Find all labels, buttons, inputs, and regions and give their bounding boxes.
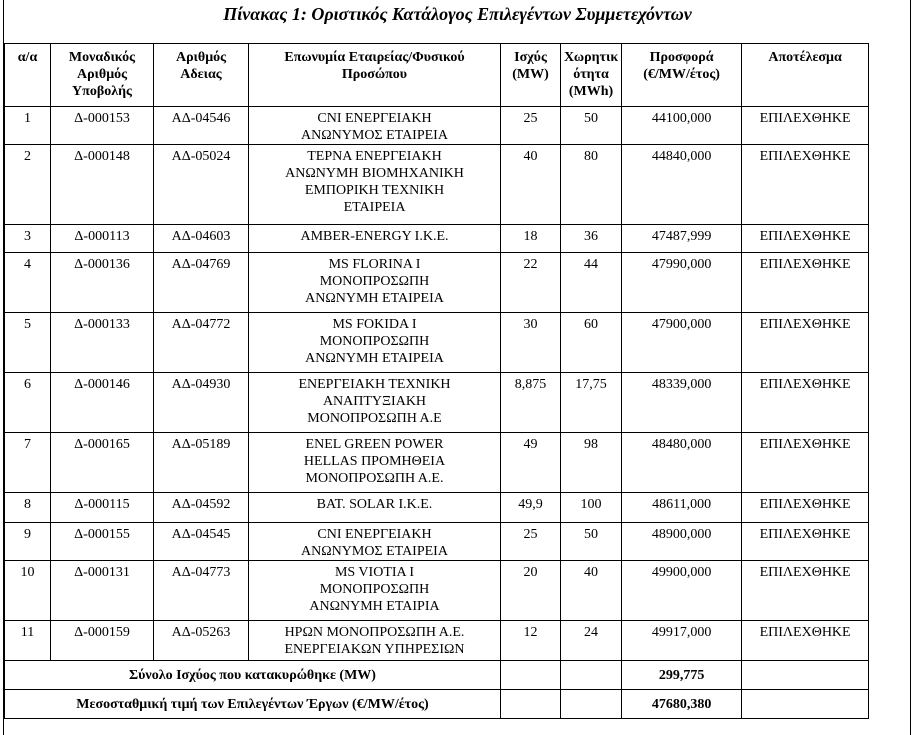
cell-result: ΕΠΙΛΕΧΘΗΚΕ — [742, 145, 869, 225]
cell-capacity: 17,75 — [561, 373, 622, 433]
cell-power: 20 — [501, 561, 561, 621]
table-row — [5, 253, 869, 313]
cell-result: ΕΠΙΛΕΧΘΗΚΕ — [742, 433, 869, 493]
cell-capacity: 80 — [561, 145, 622, 225]
cell-capacity: 60 — [561, 313, 622, 373]
cell-result: ΕΠΙΛΕΧΘΗΚΕ — [742, 621, 869, 661]
cell-company: ΗΡΩΝ ΜΟΝΟΠΡΟΣΩΠΗ Α.Ε. ΕΝΕΡΓΕΙΑΚΩΝ ΥΠΗΡΕΣΙΩΝ — [249, 621, 501, 661]
average-price-empty-2 — [561, 690, 622, 719]
table-row — [5, 561, 869, 621]
cell-license-no: ΑΔ-04769 — [154, 253, 249, 313]
table-row — [5, 493, 869, 523]
header-submission-id: Μοναδικός Αριθμός Υποβολής — [51, 44, 154, 107]
average-price-label: Μεσοσταθμική τιμή των Επιλεγέντων Έργων (€/MW/έτος) — [5, 690, 501, 719]
cell-license-no: ΑΔ-04773 — [154, 561, 249, 621]
cell-submission-id: Δ-000131 — [51, 561, 154, 621]
cell-offer: 47990,000 — [622, 253, 742, 313]
page-right-border — [910, 0, 911, 735]
cell-power: 25 — [501, 523, 561, 561]
cell-aa: 1 — [5, 107, 51, 145]
table-body — [5, 107, 869, 661]
total-power-row — [5, 661, 869, 690]
cell-license-no: ΑΔ-05263 — [154, 621, 249, 661]
cell-power: 22 — [501, 253, 561, 313]
cell-submission-id: Δ-000136 — [51, 253, 154, 313]
cell-aa: 11 — [5, 621, 51, 661]
cell-aa: 3 — [5, 225, 51, 253]
header-row — [5, 44, 869, 107]
cell-aa: 4 — [5, 253, 51, 313]
cell-submission-id: Δ-000133 — [51, 313, 154, 373]
header-capacity: Χωρητικ ότητα (MWh) — [561, 44, 622, 107]
average-price-value: 47680,380 — [622, 690, 742, 719]
cell-power: 25 — [501, 107, 561, 145]
participants-table — [4, 43, 869, 719]
cell-submission-id: Δ-000159 — [51, 621, 154, 661]
cell-submission-id: Δ-000115 — [51, 493, 154, 523]
cell-company: CNI ΕΝΕΡΓΕΙΑΚΗ ΑΝΩΝΥΜΟΣ ΕΤΑΙΡΕΙΑ — [249, 107, 501, 145]
cell-license-no: ΑΔ-04546 — [154, 107, 249, 145]
cell-submission-id: Δ-000155 — [51, 523, 154, 561]
cell-company: MS FOKIDA I ΜΟΝΟΠΡΟΣΩΠΗ ΑΝΩΝΥΜΗ ΕΤΑΙΡΕΙΑ — [249, 313, 501, 373]
average-price-empty-3 — [742, 690, 869, 719]
cell-power: 8,875 — [501, 373, 561, 433]
table-title: Πίνακας 1: Οριστικός Κατάλογος Επιλεγέντων Συμμετεχόντων — [223, 4, 692, 24]
cell-aa: 5 — [5, 313, 51, 373]
header-result: Αποτέλεσμα — [742, 44, 869, 107]
total-power-empty-1 — [501, 661, 561, 690]
cell-capacity: 44 — [561, 253, 622, 313]
header-power: Ισχύς (MW) — [501, 44, 561, 107]
cell-license-no: ΑΔ-05189 — [154, 433, 249, 493]
average-price-row — [5, 690, 869, 719]
cell-power: 12 — [501, 621, 561, 661]
cell-capacity: 98 — [561, 433, 622, 493]
cell-license-no: ΑΔ-05024 — [154, 145, 249, 225]
cell-result: ΕΠΙΛΕΧΘΗΚΕ — [742, 225, 869, 253]
cell-company: BAT. SOLAR Ι.Κ.Ε. — [249, 493, 501, 523]
cell-offer: 48611,000 — [622, 493, 742, 523]
average-price-empty-1 — [501, 690, 561, 719]
cell-result: ΕΠΙΛΕΧΘΗΚΕ — [742, 107, 869, 145]
cell-submission-id: Δ-000113 — [51, 225, 154, 253]
table-row — [5, 621, 869, 661]
cell-aa: 10 — [5, 561, 51, 621]
cell-company: AMBER-ENERGY Ι.Κ.Ε. — [249, 225, 501, 253]
cell-power: 40 — [501, 145, 561, 225]
cell-capacity: 24 — [561, 621, 622, 661]
cell-license-no: ΑΔ-04545 — [154, 523, 249, 561]
cell-offer: 48900,000 — [622, 523, 742, 561]
total-power-value: 299,775 — [622, 661, 742, 690]
cell-license-no: ΑΔ-04603 — [154, 225, 249, 253]
total-power-empty-3 — [742, 661, 869, 690]
cell-result: ΕΠΙΛΕΧΘΗΚΕ — [742, 253, 869, 313]
header-offer: Προσφορά (€/MW/έτος) — [622, 44, 742, 107]
cell-result: ΕΠΙΛΕΧΘΗΚΕ — [742, 493, 869, 523]
table-row — [5, 523, 869, 561]
cell-company: CNI ΕΝΕΡΓΕΙΑΚΗ ΑΝΩΝΥΜΟΣ ΕΤΑΙΡΕΙΑ — [249, 523, 501, 561]
cell-offer: 49900,000 — [622, 561, 742, 621]
cell-company: ENEL GREEN POWER HELLAS ΠΡΟΜΗΘΕΙΑ ΜΟΝΟΠΡΟΣΩΠΗ Α.Ε. — [249, 433, 501, 493]
cell-result: ΕΠΙΛΕΧΘΗΚΕ — [742, 561, 869, 621]
cell-aa: 2 — [5, 145, 51, 225]
cell-company: MS FLORINA I ΜΟΝΟΠΡΟΣΩΠΗ ΑΝΩΝΥΜΗ ΕΤΑΙΡΕΙΑ — [249, 253, 501, 313]
table-row — [5, 433, 869, 493]
cell-result: ΕΠΙΛΕΧΘΗΚΕ — [742, 523, 869, 561]
cell-aa: 9 — [5, 523, 51, 561]
cell-offer: 44100,000 — [622, 107, 742, 145]
cell-power: 49,9 — [501, 493, 561, 523]
cell-license-no: ΑΔ-04592 — [154, 493, 249, 523]
cell-offer: 47487,999 — [622, 225, 742, 253]
header-aa: α/α — [5, 44, 51, 107]
cell-offer: 49917,000 — [622, 621, 742, 661]
cell-company: MS VIOTIA I ΜΟΝΟΠΡΟΣΩΠΗ ΑΝΩΝΥΜΗ ΕΤΑΙΡΙΑ — [249, 561, 501, 621]
header-license-no: Αριθμός Αδειας — [154, 44, 249, 107]
cell-submission-id: Δ-000165 — [51, 433, 154, 493]
cell-submission-id: Δ-000146 — [51, 373, 154, 433]
cell-license-no: ΑΔ-04772 — [154, 313, 249, 373]
cell-capacity: 36 — [561, 225, 622, 253]
cell-offer: 44840,000 — [622, 145, 742, 225]
cell-result: ΕΠΙΛΕΧΘΗΚΕ — [742, 373, 869, 433]
cell-aa: 8 — [5, 493, 51, 523]
cell-power: 30 — [501, 313, 561, 373]
table-row — [5, 225, 869, 253]
cell-capacity: 50 — [561, 107, 622, 145]
cell-power: 18 — [501, 225, 561, 253]
cell-capacity: 50 — [561, 523, 622, 561]
cell-submission-id: Δ-000153 — [51, 107, 154, 145]
table-row — [5, 107, 869, 145]
table-row — [5, 145, 869, 225]
cell-company: ΤΕΡΝΑ ΕΝΕΡΓΕΙΑΚΗ ΑΝΩΝΥΜΗ ΒΙΟΜΗΧΑΝΙΚΗ ΕΜΠΟΡΙΚΗ ΤΕΧΝΙΚΗ ΕΤΑΙΡΕΙΑ — [249, 145, 501, 225]
cell-result: ΕΠΙΛΕΧΘΗΚΕ — [742, 313, 869, 373]
cell-submission-id: Δ-000148 — [51, 145, 154, 225]
table-row — [5, 313, 869, 373]
cell-offer: 48480,000 — [622, 433, 742, 493]
header-company: Επωνυμία Εταιρείας/Φυσικού Προσώπου — [249, 44, 501, 107]
cell-aa: 6 — [5, 373, 51, 433]
cell-offer: 48339,000 — [622, 373, 742, 433]
cell-capacity: 40 — [561, 561, 622, 621]
cell-company: ΕΝΕΡΓΕΙΑΚΗ ΤΕΧΝΙΚΗ ΑΝΑΠΤΥΞΙΑΚΗ ΜΟΝΟΠΡΟΣΩΠΗ Α.Ε — [249, 373, 501, 433]
cell-offer: 47900,000 — [622, 313, 742, 373]
total-power-empty-2 — [561, 661, 622, 690]
cell-license-no: ΑΔ-04930 — [154, 373, 249, 433]
table-row — [5, 373, 869, 433]
cell-capacity: 100 — [561, 493, 622, 523]
cell-aa: 7 — [5, 433, 51, 493]
cell-power: 49 — [501, 433, 561, 493]
total-power-label: Σύνολο Ισχύος που κατακυρώθηκε (MW) — [5, 661, 501, 690]
